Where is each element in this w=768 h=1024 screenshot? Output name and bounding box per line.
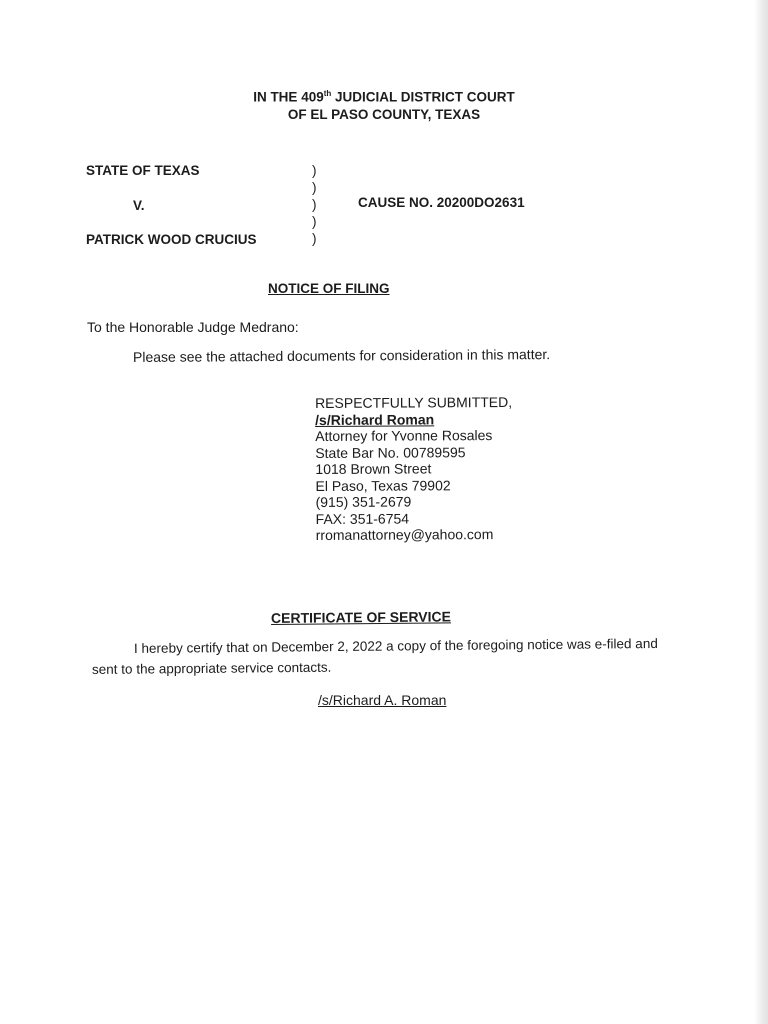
plaintiff-name: STATE OF TEXAS	[86, 163, 200, 178]
signature-block	[315, 394, 513, 544]
certificate-signature: /s/Richard A. Roman	[318, 692, 447, 708]
caption-paren: )	[312, 197, 317, 212]
certificate-line2: sent to the appropriate service contacts.	[91, 659, 332, 677]
closing-line: RESPECTFULLY SUBMITTED,	[315, 393, 513, 411]
caption-paren: )	[312, 231, 317, 246]
notice-title: NOTICE OF FILING	[268, 281, 390, 296]
salutation: To the Honorable Judge Medrano:	[87, 319, 299, 335]
signer-title: Attorney for Yvonne Rosales	[315, 427, 493, 444]
certificate-line1: I hereby certify that on December 2, 2022 a copy of the foregoing notice was e-filed and	[133, 635, 658, 656]
city-state-zip: El Paso, Texas 79902	[315, 476, 451, 494]
signer-name: /s/Richard Roman	[315, 410, 435, 428]
court-heading-line1: IN THE 409th JUDICIAL DISTRICT COURT	[253, 89, 515, 105]
court-heading-line2: OF EL PASO COUNTY, TEXAS	[287, 107, 481, 122]
certificate-title: CERTIFICATE OF SERVICE	[270, 608, 452, 626]
email-address: rromanattorney@yahoo.com	[315, 526, 494, 543]
notice-body: Please see the attached documents for consideration in this matter.	[132, 346, 551, 365]
scan-edge-shadow	[754, 0, 768, 1024]
caption-paren: )	[312, 163, 317, 178]
versus-label: V.	[133, 198, 145, 213]
phone-number: (915) 351-2679	[315, 493, 412, 510]
cause-number: CAUSE NO. 20200DO2631	[358, 195, 525, 210]
caption-paren: )	[312, 214, 317, 229]
defendant-name: PATRICK WOOD CRUCIUS	[86, 232, 257, 247]
street-address: 1018 Brown Street	[315, 460, 432, 477]
caption-paren: )	[312, 180, 317, 195]
fax-number: FAX: 351-6754	[315, 510, 410, 527]
bar-number: State Bar No. 00789595	[315, 443, 466, 461]
